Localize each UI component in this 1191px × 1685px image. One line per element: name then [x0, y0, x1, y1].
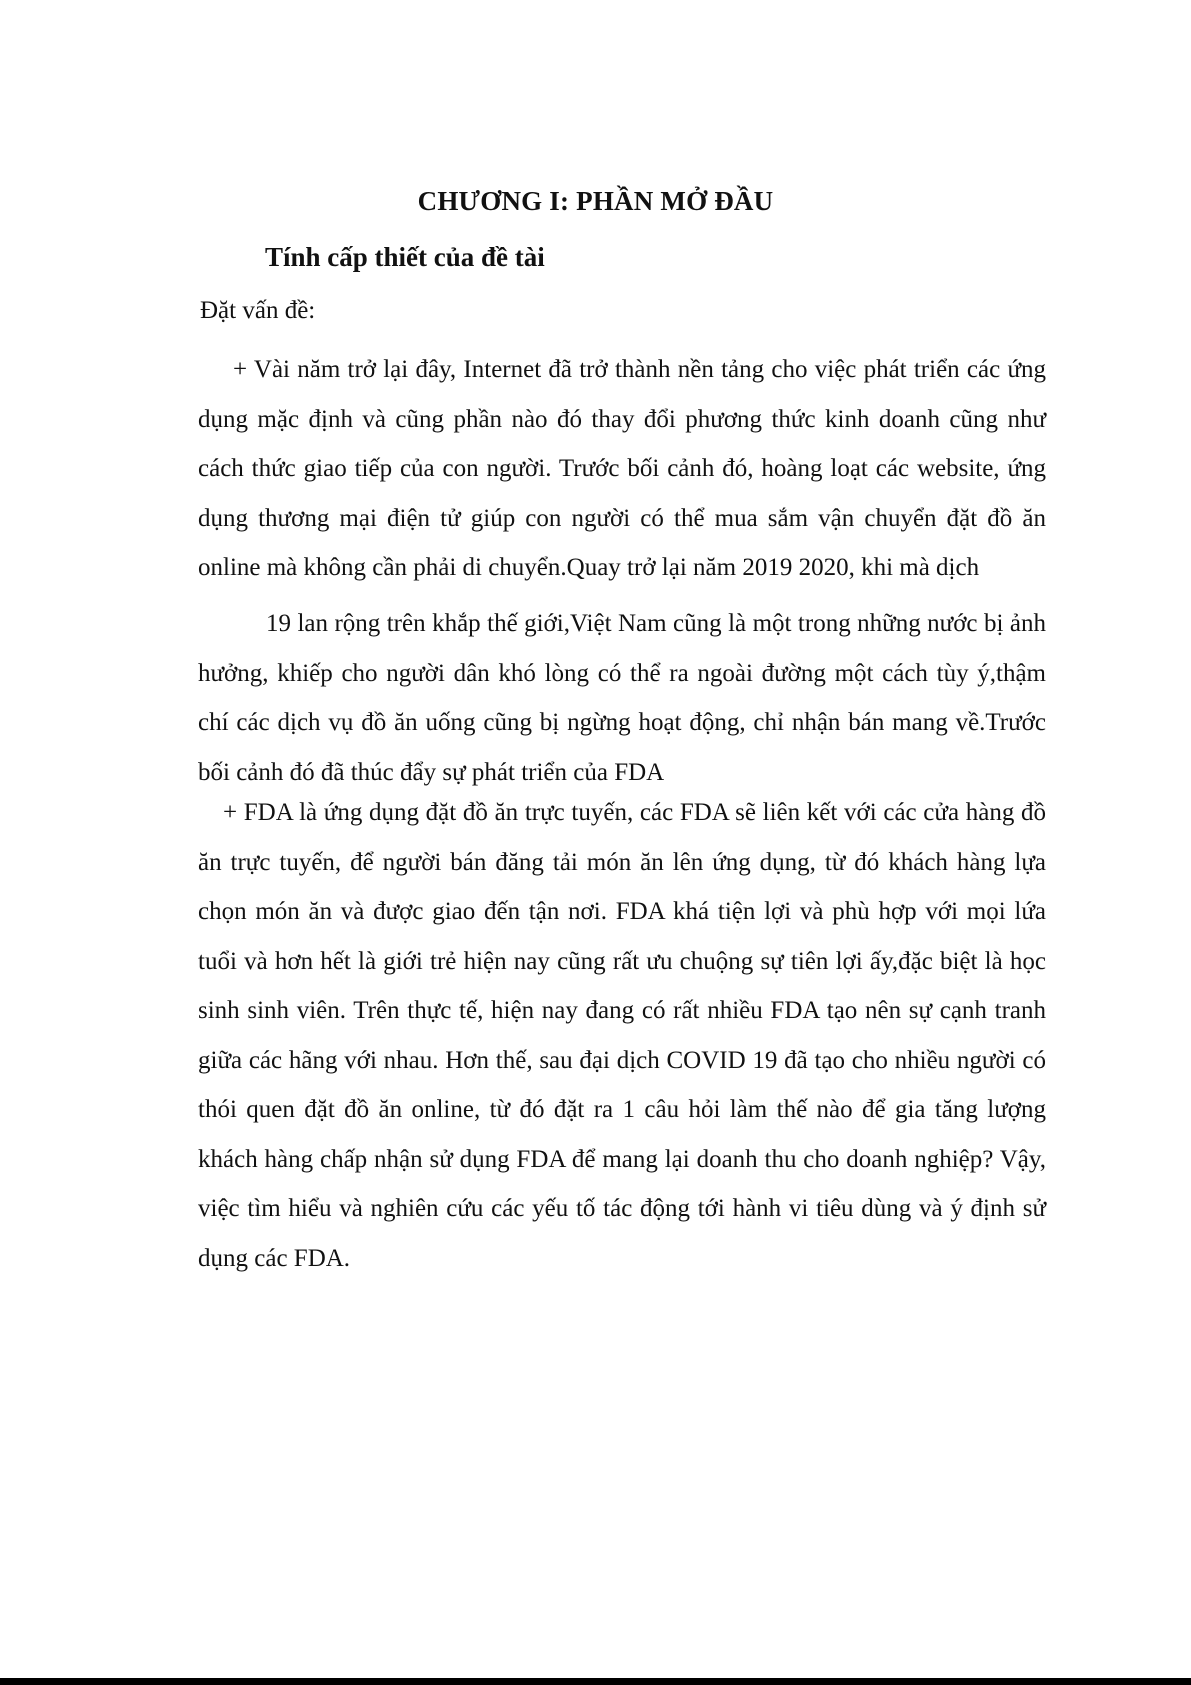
section-title: Tính cấp thiết của đề tài: [265, 242, 545, 272]
paragraph-1: + Vài năm trở lại đây, Internet đã trở thành nền tảng cho việc phát triển các ứng dụng mặc định và cũng phần nào đó thay đổi phương thức kinh doanh cũng như cách thức giao tiếp của con người. Trước bối cảnh đó, hoàng loạt các website, ứng dụng thương mại điện tử giúp con người có thể mua sắm vận chuyển đặt đồ ăn online mà không cần phải di chuyển.Quay trở lại năm 2019 2020, khi mà dịch: [198, 356, 1046, 581]
paragraph-3: + FDA là ứng dụng đặt đồ ăn trực tuyến, các FDA sẽ liên kết với các cửa hàng đồ ăn trực tuyến, để người bán đăng tải món ăn lên ứng dụng, từ đó khách hàng lựa chọn món ăn và được giao đến tận nơi. FDA khá tiện lợi và phù hợp với mọi lứa tuổi và hơn hết là giới trẻ hiện nay cũng rất ưu chuộng sự tiên lợi ấy,đặc biệt là học sinh sinh viên. Trên thực tế, hiện nay đang có rất nhiều FDA tạo nên sự cạnh tranh giữa các hãng với nhau. Hơn thế, sau đại dịch COVID 19 đã tạo cho nhiều người có thói quen đặt đồ ăn online, từ đó đặt ra 1 câu hỏi làm thế nào để gia tăng lượng khách hàng chấp nhận sử dụng FDA để mang lại doanh thu cho doanh nghiệp? Vậy, việc tìm hiểu và nghiên cứu các yếu tố tác động tới hành vi tiêu dùng và ý định sử dụng các FDA.: [198, 799, 1046, 1272]
page-bottom-border: [0, 1678, 1191, 1685]
intro-label: Đặt vấn đề:: [200, 297, 316, 324]
paragraph-2: 19 lan rộng trên khắp thế giới,Việt Nam cũng là một trong những nước bị ảnh hưởng, khiếp cho người dân khó lòng có thể ra ngoài đường một cách tùy ý,thậm chí các dịch vụ đồ ăn uống cũng bị ngừng hoạt động, chỉ nhận bán mang về.Trước bối cảnh đó đã thúc đẩy sự phát triển của FDA: [198, 610, 1046, 786]
chapter-title: CHƯƠNG I: PHẦN MỞ ĐẦU: [417, 186, 774, 216]
